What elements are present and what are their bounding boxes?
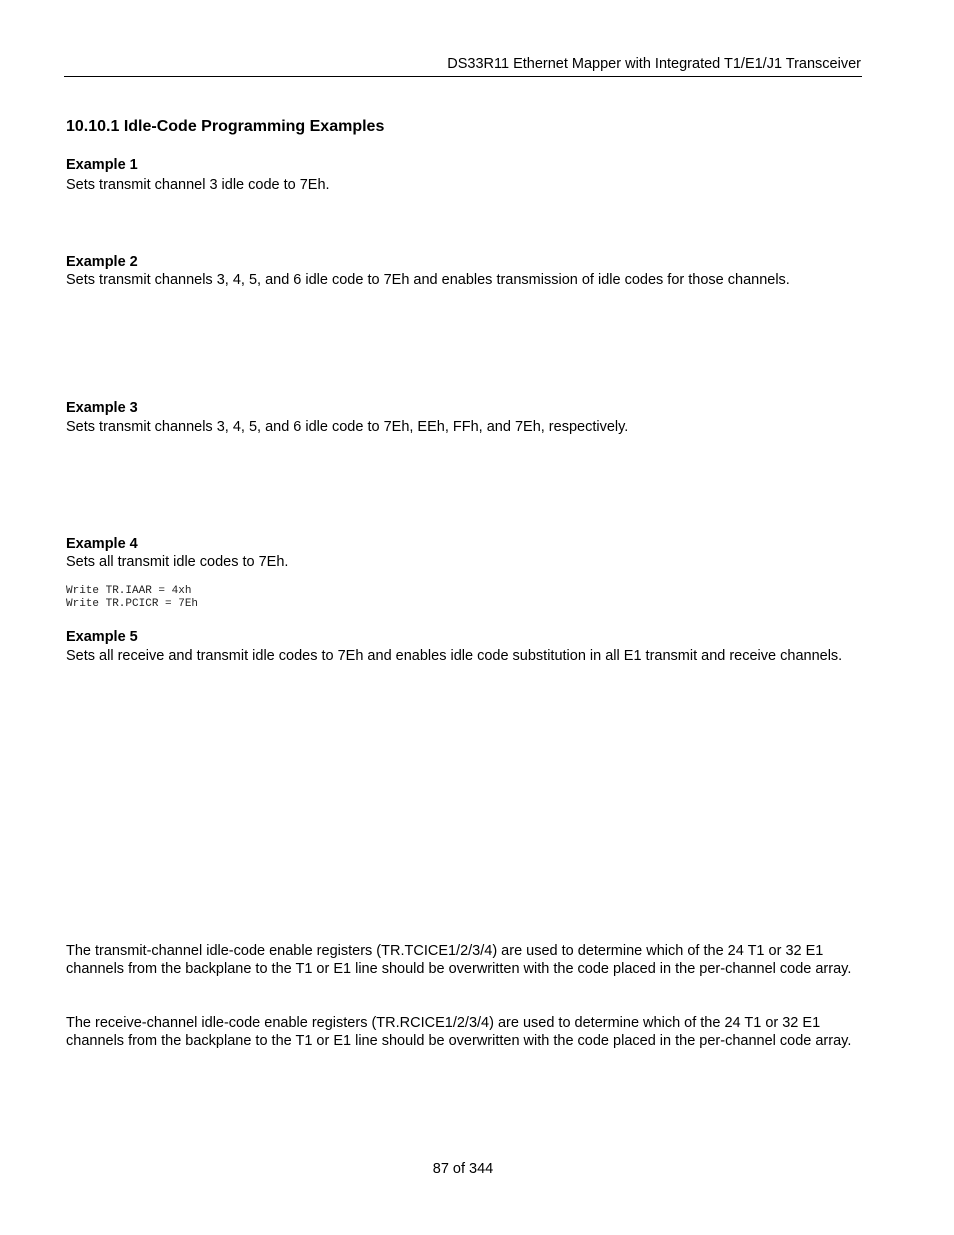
example-1-title: Example 1 xyxy=(66,157,138,173)
example-4-code-line-2: Write TR.PCICR = 7Eh xyxy=(66,598,199,610)
example-3-title: Example 3 xyxy=(66,400,138,416)
header-divider xyxy=(64,76,862,77)
tcice-paragraph: The transmit-channel idle-code enable registers (TR.TCICE1/2/3/4) are used to determine which of the 24 T1 or 32 E1 channels from the backplane to the T1 or E1 line should be overwritten with the code placed in the per-channel code array. xyxy=(66,943,852,977)
page-number: 87 of 344 xyxy=(432,1161,494,1177)
rcice-paragraph: The receive-channel idle-code enable registers (TR.RCICE1/2/3/4) are used to determine which of the 24 T1 or 32 E1 channels from the backplane to the T1 or E1 line should be overwritten with the code placed in the per-channel code array. xyxy=(66,1015,852,1049)
document-header-title: DS33R11 Ethernet Mapper with Integrated T1/E1/J1 Transceiver xyxy=(447,56,861,72)
example-4-title: Example 4 xyxy=(66,536,138,552)
example-1-text: Sets transmit channel 3 idle code to 7Eh. xyxy=(66,177,330,193)
example-4-text: Sets all transmit idle codes to 7Eh. xyxy=(66,554,289,570)
example-5-title: Example 5 xyxy=(66,629,138,645)
example-5-text: Sets all receive and transmit idle codes to 7Eh and enables idle code substitution in all E1 transmit and receive channels. xyxy=(66,648,843,664)
example-2-text: Sets transmit channels 3, 4, 5, and 6 idle code to 7Eh and enables transmission of idle codes for those channels. xyxy=(66,272,790,288)
example-2-title: Example 2 xyxy=(66,254,138,270)
example-3-text: Sets transmit channels 3, 4, 5, and 6 idle code to 7Eh, EEh, FFh, and 7Eh, respectively. xyxy=(66,419,629,435)
example-4-code-line-1: Write TR.IAAR = 4xh xyxy=(66,585,192,597)
section-heading: 10.10.1 Idle-Code Programming Examples xyxy=(66,118,385,135)
